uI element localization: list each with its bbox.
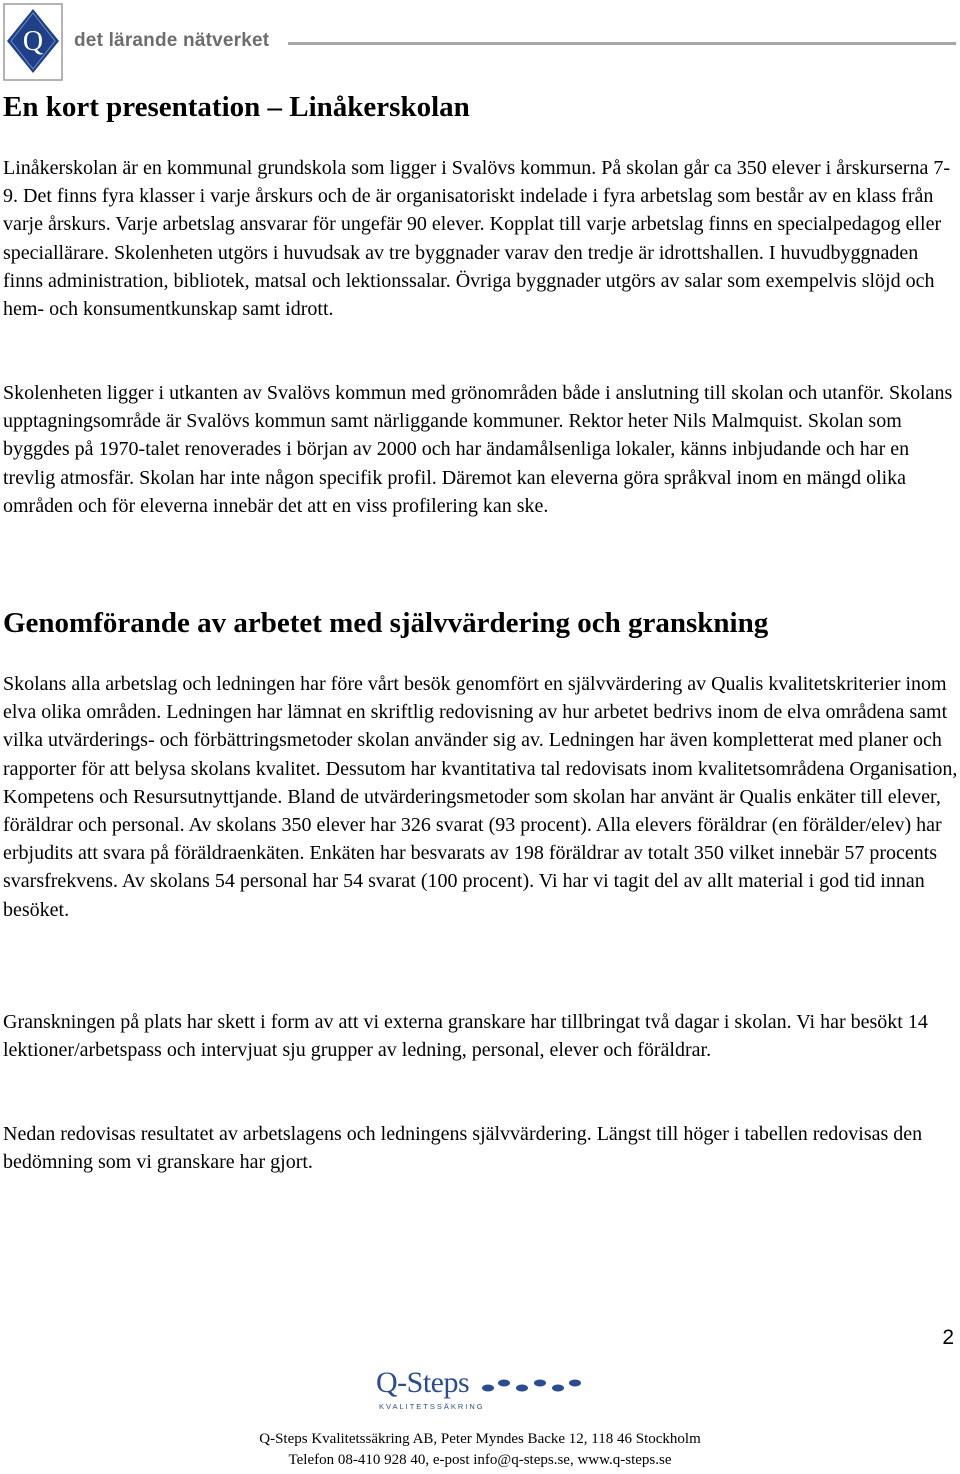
footsteps-icon <box>480 1374 584 1398</box>
q-logo-icon <box>3 3 63 81</box>
qsteps-logo-name: Q-Steps <box>376 1366 470 1399</box>
intro-paragraph-2: Skolenheten ligger i utkanten av Svalövs kommun med grönområden både i anslutning till skolan och utanför. Skolans upptagningsområde är Svalövs kommun samt närliggande kommuner. Rektor heter Nils Malmquist. Skolan som byggdes på 1970-talet renoverades i början av 2000 och har ändamålsenliga lokaler, känns inbjudande och har en trevlig atmosfär. Skolan har inte någon specifik profil. Däremot kan eleverna göra språkval inom en mängd olika områden och för eleverna innebär det att en viss profilering kan ske. <box>3 382 953 517</box>
page-header <box>0 0 960 86</box>
svg-text:Q: Q <box>22 26 44 57</box>
qsteps-logo <box>376 1366 586 1414</box>
page-number: 2 <box>942 1326 954 1349</box>
header-rule <box>288 42 956 45</box>
intro-paragraph-1: Linåkerskolan är en kommunal grundskola som ligger i Svalövs kommun. På skolan går ca 350 elever i årskurserna 7-9. Det finns fyra klasser i varje årskurs och de är organisatoriskt indelade i fyra arbetslag som består av en klass från varje årskurs. Varje arbetslag ansvarar för ungefär 90 elever. Kopplat till varje arbetslag finns en specialpedagog eller speciallärare. Skolenheten utgörs i huvudsak av tre byggnader varav den tredje är idrottshallen. I huvudbyggnaden finns administration, bibliotek, matsal och lektionssalar. Övriga byggnader utgörs av salar som exempelvis slöjd och hem- och konsumentkunskap samt idrott. <box>3 157 950 321</box>
qsteps-logo-subtitle: KVALITETSSÄKRING <box>379 1402 485 1411</box>
section-paragraph-2: Granskningen på plats har skett i form av att vi externa granskare har tillbringat två dagar i skolan. Vi har besökt 14 lektioner/arbetspass och intervjuat sju grupper av ledning, personal, elever och föräldrar. <box>3 1011 928 1062</box>
section-paragraph-3: Nedan redovisas resultatet av arbetslagens och ledningens självvärdering. Längst till höger i tabellen redovisas den bedömning som vi granskare har gjort. <box>3 1123 923 1174</box>
page-title: En kort presentation – Linåkerskolan <box>3 91 470 123</box>
footer-address: Q-Steps Kvalitetssäkring AB, Peter Myndes Backe 12, 118 46 Stockholm <box>259 1431 701 1447</box>
section-heading: Genomförande av arbetet med självvärdering och granskning <box>3 607 769 639</box>
footer-contact: Telefon 08-410 928 40, e-post info@q-steps.se, www.q-steps.se <box>288 1452 672 1468</box>
section-paragraph-1: Skolans alla arbetslag och ledningen har före vårt besök genomfört en självvärdering av Qualis kvalitetskriterier inom elva olika områden. Ledningen har lämnat en skriftlig redovisning av hur arbetet bedrivs inom de elva områdena samt vilka utvärderings- och förbättringsmetoder skolan använder sig av. Ledningen har även kompletterat med planer och rapporter för att belysa skolans kvalitet. Dessutom har kvantitativa tal redovisats inom kvalitetsområdena Organisation, Kompetens och Resursutnyttjande. Bland de utvärderingsmetoder som skolan har använt är Qualis enkäter till elever, föräldrar och personal. Av skolans 350 elever har 326 svarat (93 procent). Alla elevers föräldrar (en förälder/elev) har erbjudits att svara på föräldraenkäten. Enkäten har besvarats av 198 föräldrar av totalt 350 vilket innebär 57 procents svarsfrekvens. Av skolans 54 personal har 54 svarat (100 procent). Vi har vi tagit del av allt material i god tid innan besöket. <box>3 673 958 921</box>
brand-name: det lärande nätverket <box>74 30 270 51</box>
